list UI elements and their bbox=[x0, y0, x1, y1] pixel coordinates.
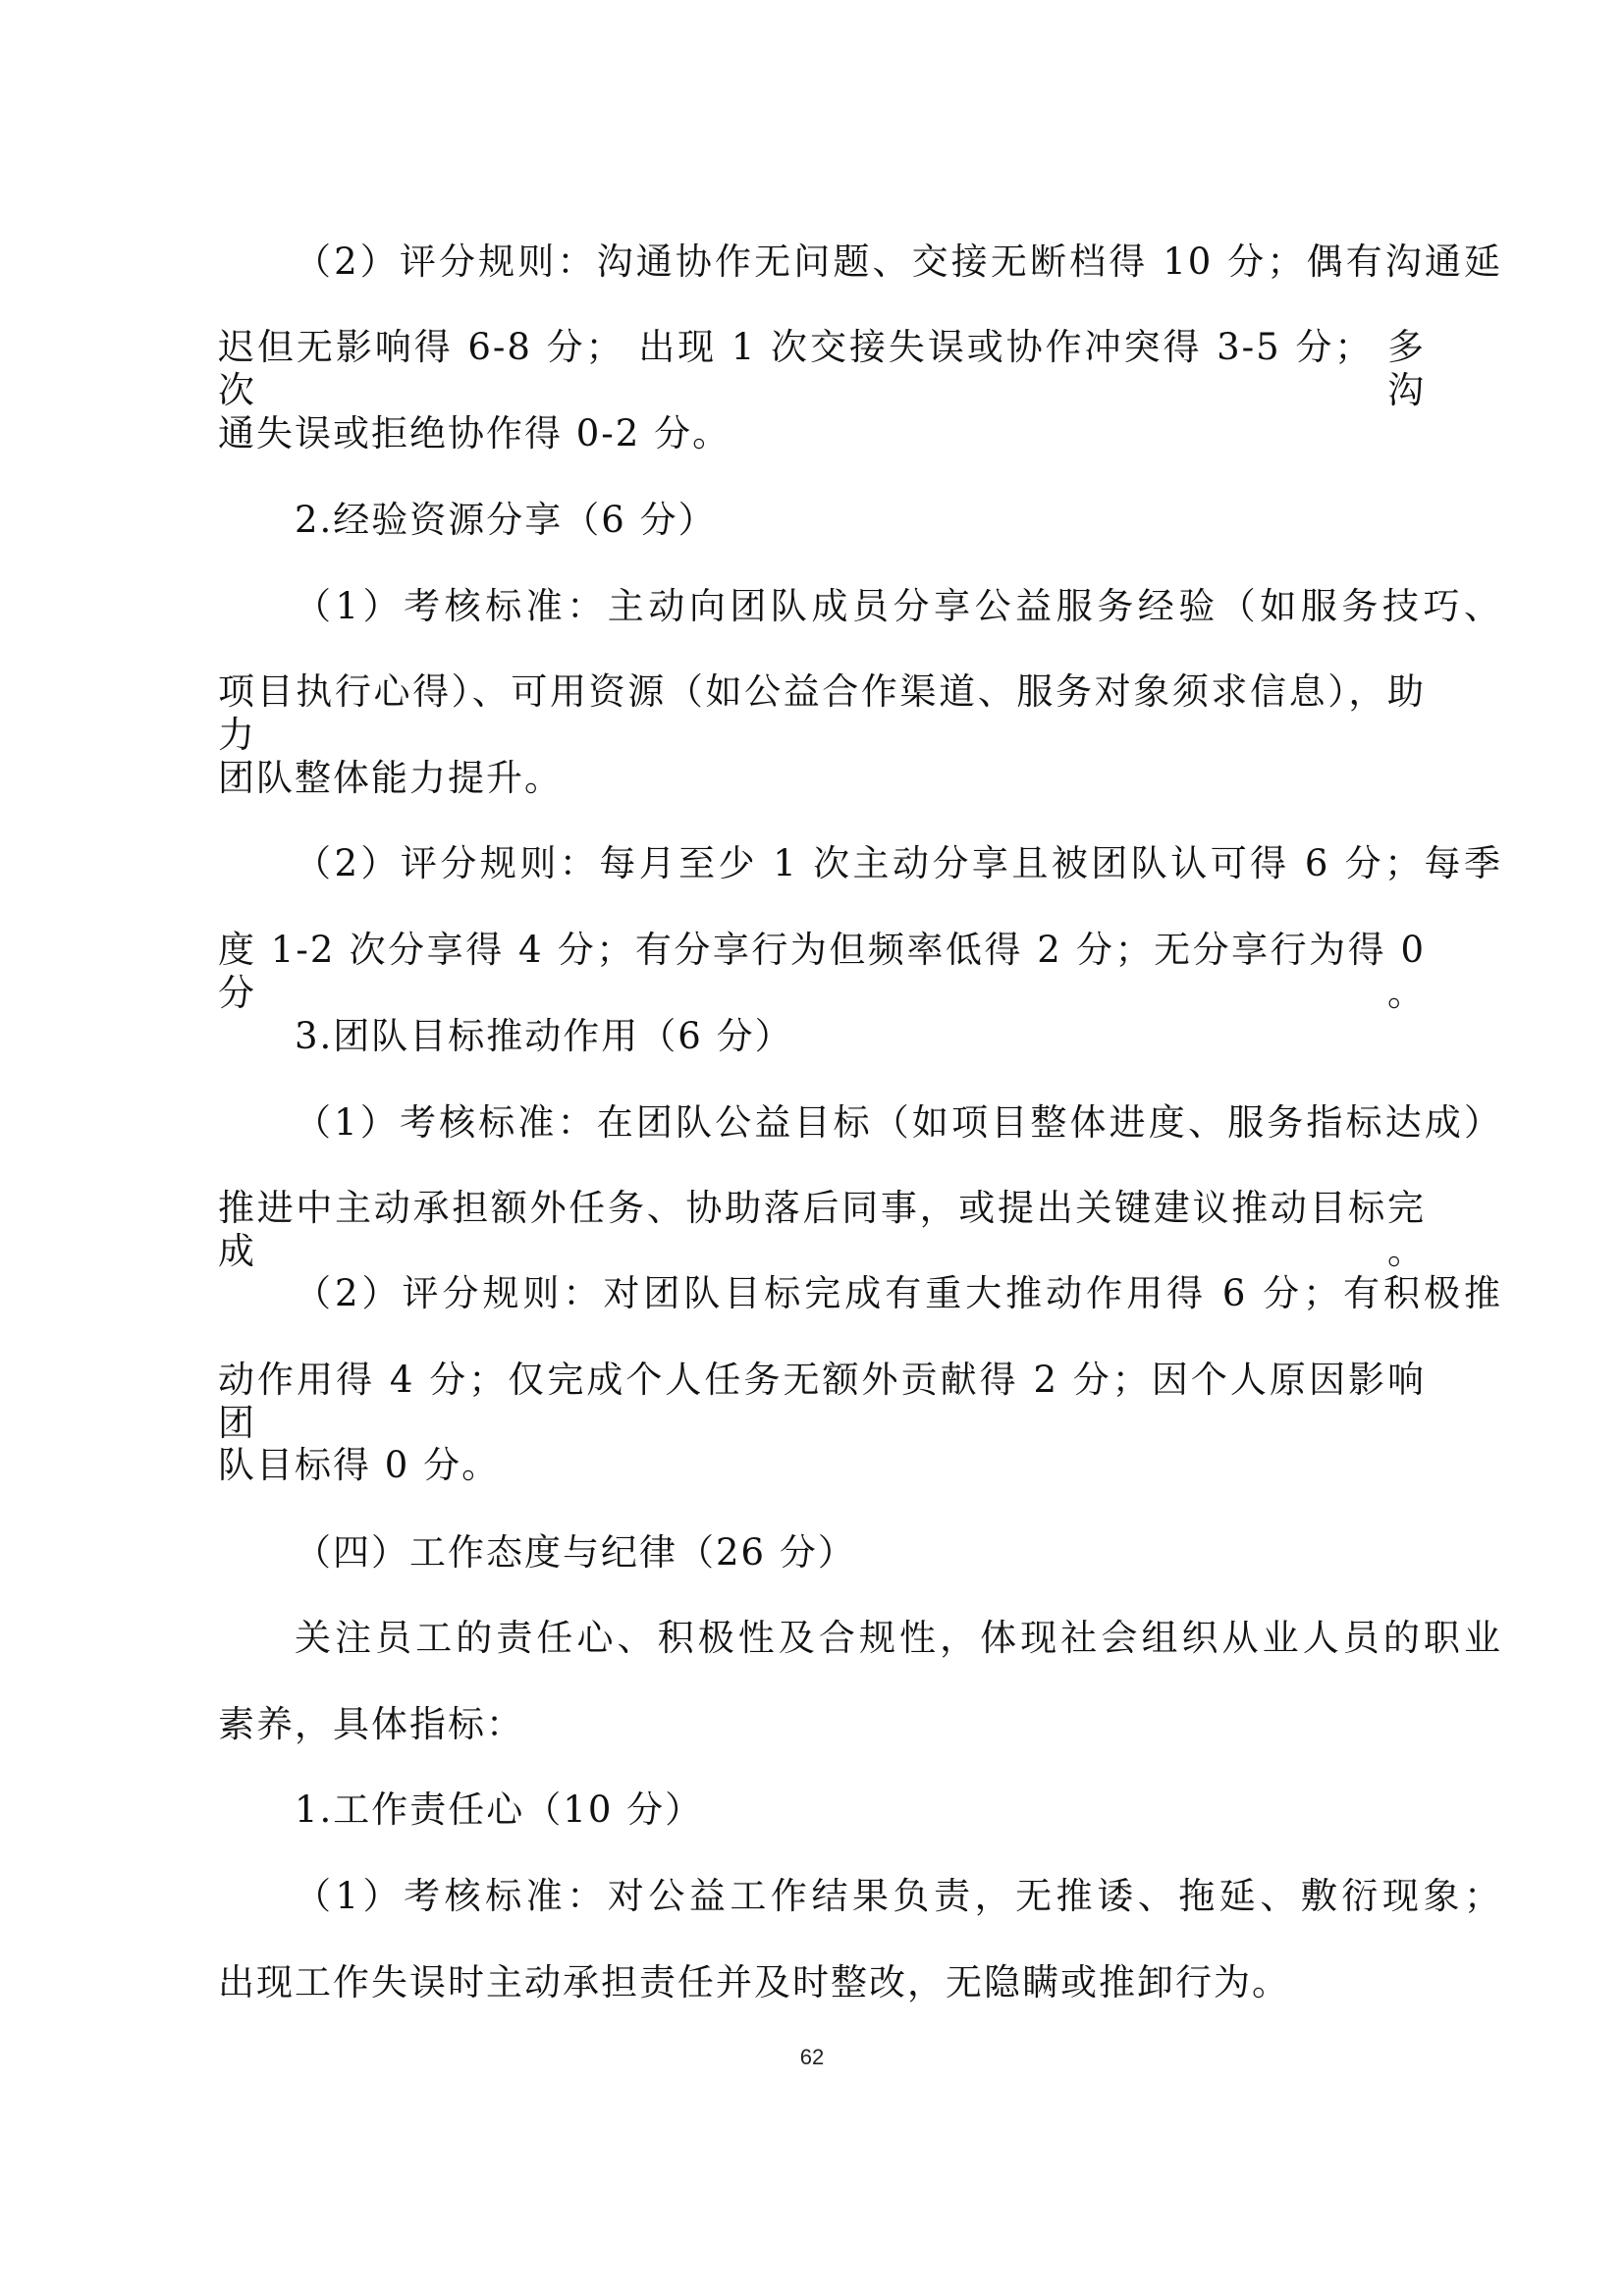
paragraph-line: 动作用得 4 分；仅完成个人任务无额外贡献得 2 分；因个人原因影响团 bbox=[218, 1359, 1426, 1444]
paragraph-line: 通失误或拒绝协作得 0-2 分。 bbox=[218, 412, 731, 454]
paragraph-line: 素养，具体指标： bbox=[218, 1703, 524, 1745]
paragraph-line: 迟但无影响得 6-8 分； 出现 1 次交接失误或协作冲突得 3-5 分； 多次沟 bbox=[218, 326, 1426, 411]
paragraph-line: （1）考核标准：主动向团队成员分享公益服务经验（如服务技巧、 bbox=[295, 585, 1502, 627]
paragraph-line: （2）评分规则：沟通协作无问题、交接无断档得 10 分；偶有沟通延 bbox=[295, 240, 1502, 283]
paragraph-line: 团队整体能力提升。 bbox=[218, 757, 563, 799]
paragraph-line: （2）评分规则：对团队目标完成有重大推动作用得 6 分；有积极推 bbox=[295, 1272, 1502, 1314]
paragraph-line: （1）考核标准：对公益工作结果负责，无推诿、拖延、敷衍现象； bbox=[295, 1875, 1502, 1917]
paragraph-line: 度 1-2 次分享得 4 分；有分享行为但频率低得 2 分；无分享行为得 0 分。 bbox=[218, 929, 1426, 1014]
paragraph-line: 推进中主动承担额外任务、协助落后同事，或提出关键建议推动目标完成。 bbox=[218, 1187, 1426, 1272]
section-heading: （四）工作态度与纪律（26 分） bbox=[295, 1531, 856, 1574]
paragraph-line: 关注员工的责任心、积极性及合规性，体现社会组织从业人员的职业 bbox=[295, 1617, 1502, 1659]
paragraph-line: 出现工作失误时主动承担责任并及时整改，无隐瞒或推卸行为。 bbox=[218, 1961, 1290, 2003]
section-heading: 2.经验资源分享（6 分） bbox=[295, 499, 717, 541]
paragraph-line: 队目标得 0 分。 bbox=[218, 1444, 501, 1486]
section-heading: 1.工作责任心（10 分） bbox=[295, 1789, 704, 1831]
page-number: 62 bbox=[799, 2045, 825, 2069]
section-heading: 3.团队目标推动作用（6 分） bbox=[295, 1015, 793, 1057]
paragraph-line: （2）评分规则：每月至少 1 次主动分享且被团队认可得 6 分；每季 bbox=[295, 842, 1502, 884]
paragraph-line: （1）考核标准：在团队公益目标（如项目整体进度、服务指标达成） bbox=[295, 1101, 1502, 1144]
paragraph-line: 项目执行心得）、可用资源（如公益合作渠道、服务对象须求信息），助力 bbox=[218, 670, 1426, 756]
